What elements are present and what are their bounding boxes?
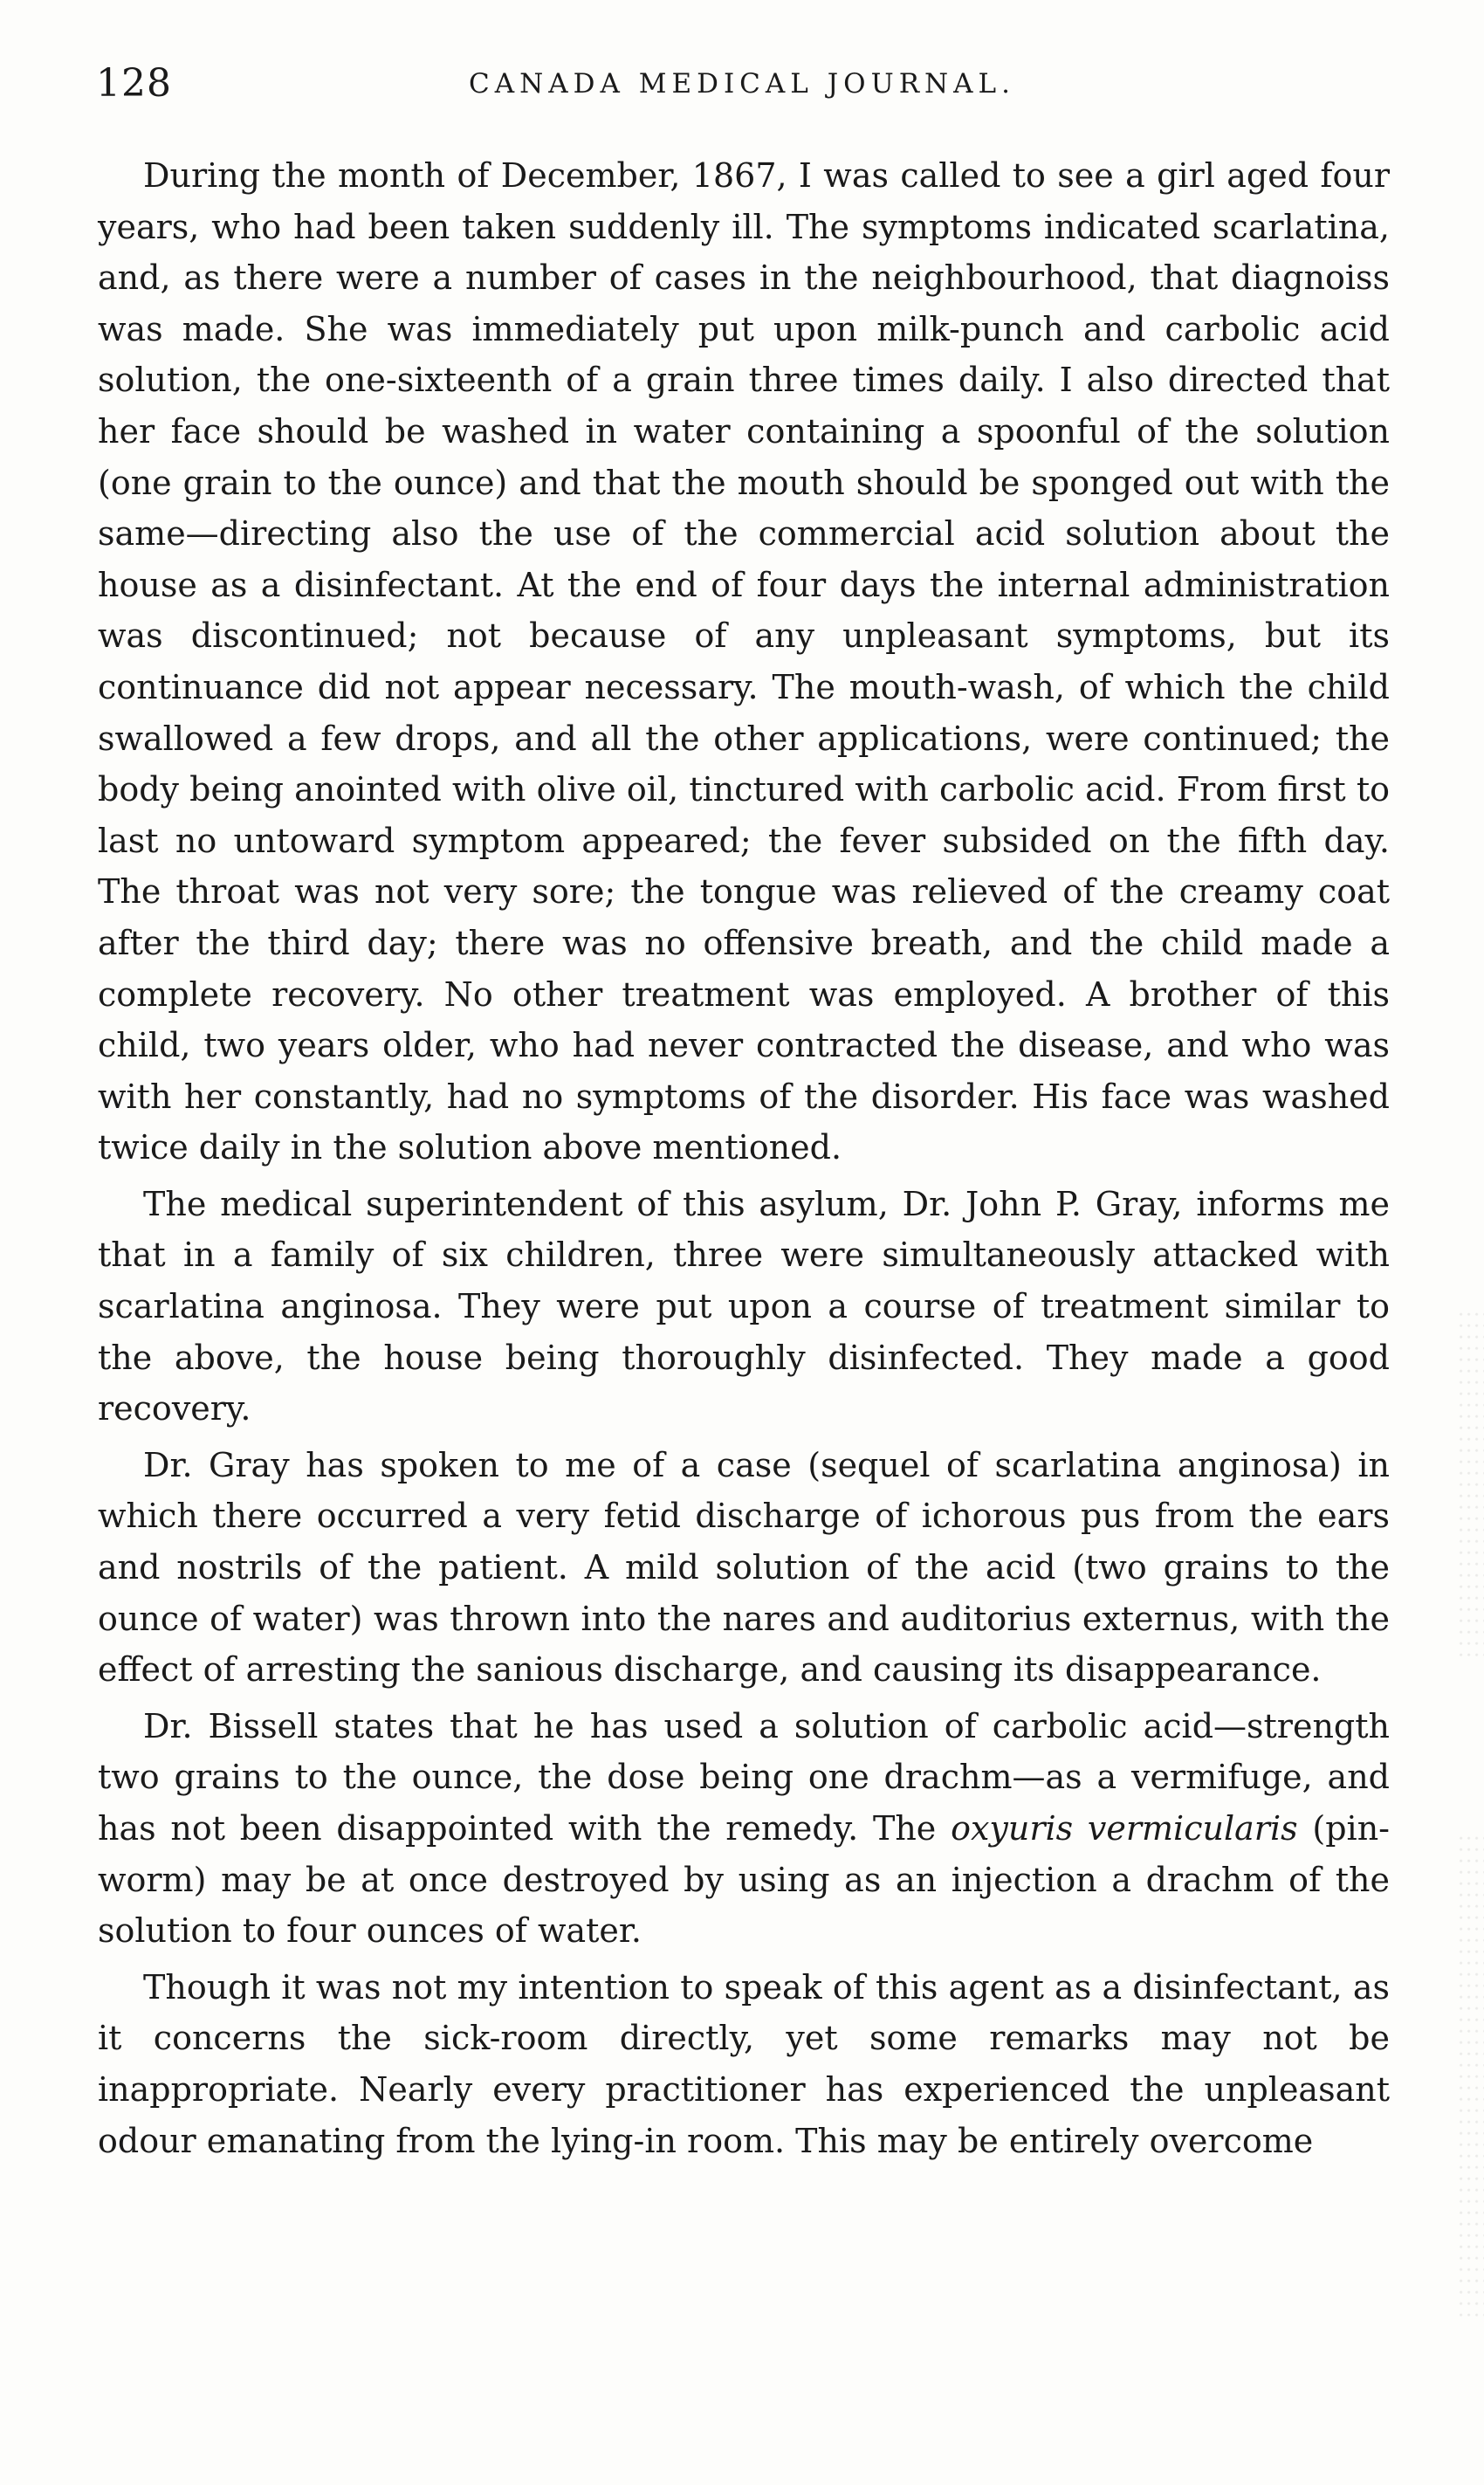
page-number: 128 bbox=[96, 61, 172, 106]
paragraph-dr-bissell-italic-term: oxyuris vermicularis bbox=[951, 1809, 1298, 1848]
page-edge-speckle bbox=[1458, 1310, 1484, 1659]
paragraph-dr-bissell bbox=[98, 1701, 1390, 1957]
paragraph-dr-gray-case: Dr. Gray has spoken to me of a case (sequel of scarlatina anginosa) in which there occurred a very fetid discharge of ichorous pus from the ears and nostrils of the patient. A mild solution of the acid (two grains to the ounce of water) was thrown into the nares and auditorius externus, with the effect of arresting the sanious discharge, and causing its disappearance. bbox=[98, 1445, 1390, 1690]
page-edge-speckle bbox=[1458, 1834, 1484, 2323]
paragraph-dr-bissell-text-end: (pin-worm) may be at once destroyed by using as an injection a drachm of the solution to four ounces of water. bbox=[98, 1809, 1391, 1951]
paragraph-disinfectant: Though it was not my intention to speak of this agent as a disinfectant, as it concerns the sick-room directly, yet some remarks may not be inappropriate. Nearly every practitioner has experienced the unpleasant odour emanating from the lying-in room. This may be entirely overcome bbox=[98, 1967, 1390, 2160]
page-header bbox=[96, 61, 1388, 114]
paragraph-dr-gray-family: The medical superintendent of this asylum, Dr. John P. Gray, informs me that in a family of six children, three were simultaneously attacked with scarlatina anginosa. They were put upon a course of treatment similar to the above, the house being thoroughly disinfected. They made a good recovery. bbox=[98, 1184, 1390, 1428]
article-body bbox=[98, 150, 1390, 2166]
paragraph-scarlatina-case: During the month of December, 1867, I was called to see a girl aged four years, who had been taken suddenly ill. The symptoms indicated scarlatina, and, as there were a number of cases in the neighbourhood, that diagnoiss was made. She was immediately put upon milk-punch and carbolic acid solution, the one-sixteenth of a grain three times daily. I also directed that her face should be washed in water containing a spoonful of the solution (one grain to the ounce) and that the mouth should be sponged out with the same—directing also the use of the commercial acid solution about the house as a disinfectant. At the end of four days the internal administration was discontinued; not because of any unpleasant symptoms, but its continuance did not appear necessary. The mouth-wash, of which the child swallowed a few drops, and all the other applications, were continued; the body being anointed with olive oil, tinctured with carbolic acid. From first to last no untoward symptom appeared; the fever subsided on the fifth day. The throat was not very sore; the tongue was relieved of the creamy coat after the third day; there was no offensive breath, and the child made a complete recovery. No other treatment was employed. A brother of this child, two years older, who had never contracted the disease, and who was with her constantly, had no symptoms of the disorder. His face was washed twice daily in the solution above mentioned. bbox=[98, 156, 1390, 1167]
running-title: CANADA MEDICAL JOURNAL. bbox=[469, 68, 1015, 100]
paragraph-dr-bissell-text-start: Dr. Bissell states that he has used a solution of carbolic acid—strength two grains to the ounce, the dose being one drachm—as a vermifuge, and has not been disappointed with the remedy. The bbox=[98, 1706, 1390, 1848]
